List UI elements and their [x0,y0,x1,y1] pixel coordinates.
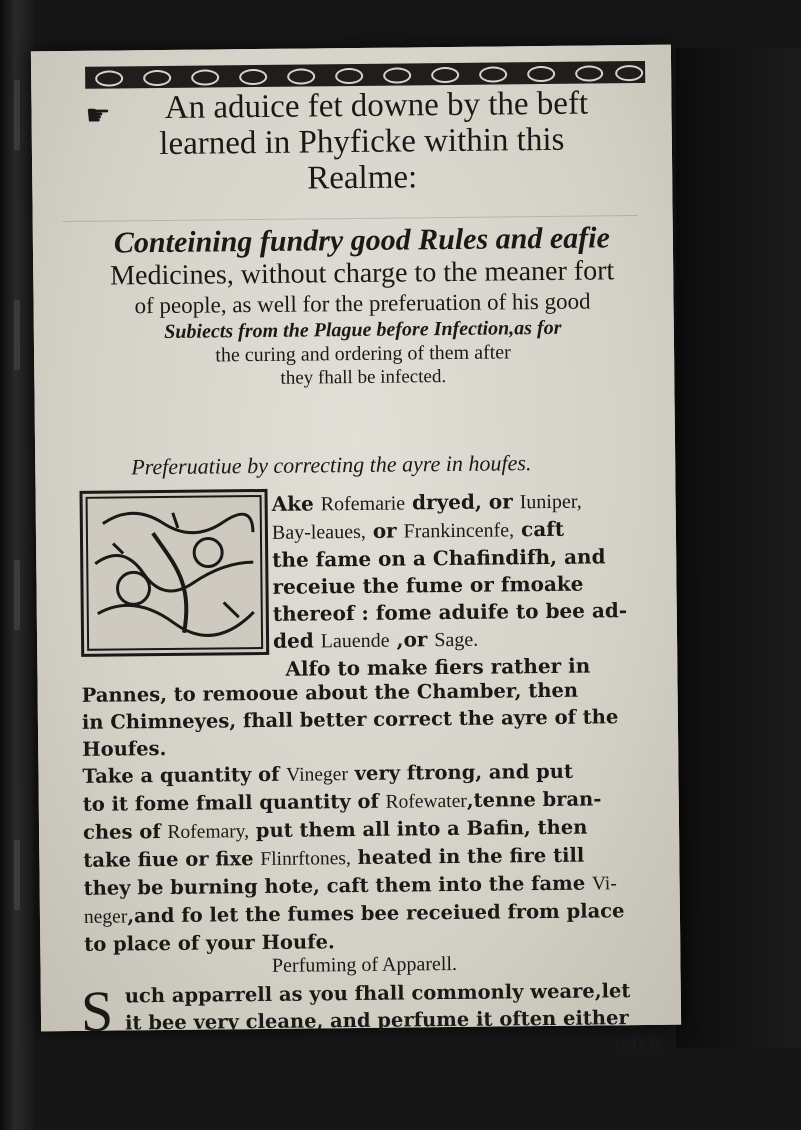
contents-line: they fhall be infected. [280,366,447,389]
text-line: in Chimneyes, fhall better correct the ayre of the [81,705,619,734]
title-line: Realme: [307,159,418,197]
text-line: Houfes. [82,736,167,761]
text-line: uch apparrell as you fhall commonly weare,let [124,979,631,1008]
book-page [31,45,681,1057]
contents-line: of people, as well for the preferuation of his good [134,288,591,319]
contents-line: the curing and ordering of them after [215,341,511,367]
text-line: ches of Rofemary, put them all into a Bafin, then [82,815,588,844]
text-line: to it fome fmall quantity of Rofewater,tenne bran- [82,787,602,816]
text-line: Alfo to make fiers rather in [285,653,591,681]
pointing-hand-icon: ☛ [85,100,111,132]
text-line: Take a quantity of Vineger very ftrong, and put [82,759,574,788]
text-line: they be burning hote, caft them into the fame Vi- [83,871,617,900]
text-line: to place of your Houfe. [84,930,335,956]
woodcut-initial-ornament [79,489,269,657]
text-line: thereof : fome aduife to bee ad- [272,598,628,626]
text-line: Bay-leaues, or Frankincenfe, caft [271,516,565,544]
title-line: An aduice fet downe by the beft [164,85,589,126]
recipe-body-text [81,676,662,958]
contents-line: Conteining fundry good Rules and eafie [113,221,610,260]
page-edge-shadow [676,48,801,1048]
ornamental-border [85,61,645,89]
text-line: neger,and fo let the fumes bee receiued from place [83,899,625,928]
section-heading: Preferuatiue by correcting the ayre in houfes. [131,450,532,480]
text-line: Pannes, to remooue about the Chamber, then [81,678,579,707]
section-heading: Perfuming of Apparell. [271,952,458,977]
text-line: it bee very cleane, and perfume it often either [124,1006,629,1035]
contents-statement [77,221,649,392]
perfume-body-text [125,977,662,1037]
text-line: ded Lauende ,or Sage. [272,627,479,653]
title-line: learned in Phyficke within this [159,121,565,163]
contents-line: Medicines, without charge to the meaner fort [110,255,615,292]
text-line: Ake Rofemarie dryed, or Iuniper, [271,489,582,516]
text-line: take fiue or fixe Flinrftones, heated in the fire till [83,843,585,872]
text-line: receiue the fume or fmoake [272,571,584,599]
contents-line: Subiects from the Plague before Infection,as for [164,316,562,343]
catchword: with [613,1032,662,1057]
text-line: the fame on a Chafindifh, and [272,544,606,572]
drop-cap-initial: S [80,978,114,1044]
recipe-side-text [272,487,654,683]
book-binding [0,0,34,1130]
page-title [81,85,642,199]
